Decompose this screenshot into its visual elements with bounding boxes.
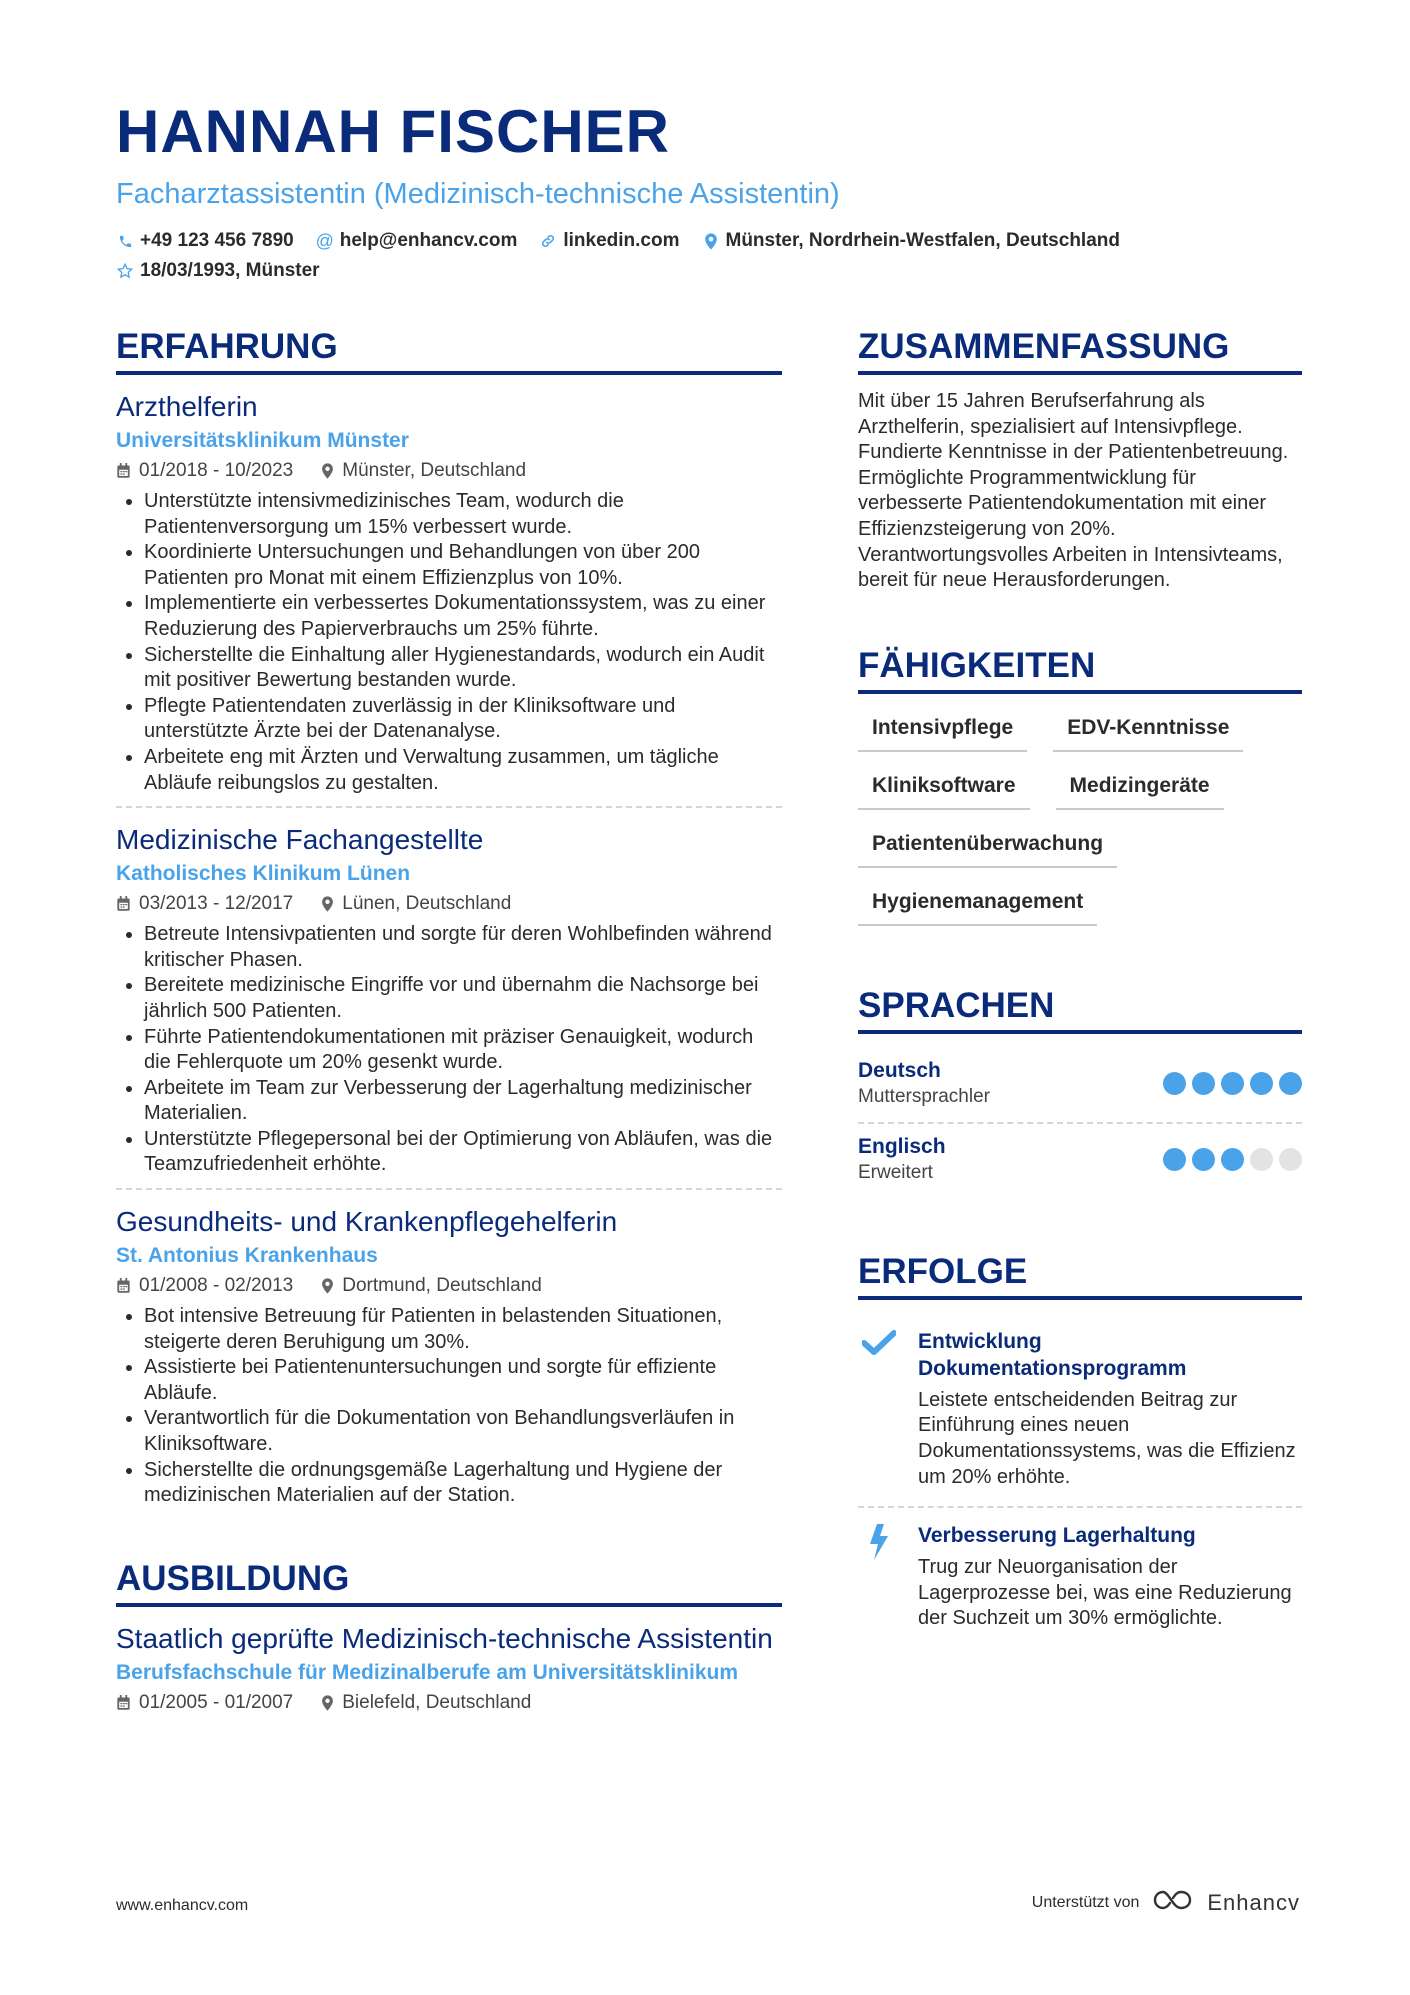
bullet: • Betreute Intensivpatienten und sorgte für deren Wohlbefinden während kritischer Phasen. (144, 922, 782, 973)
calendar-icon (116, 896, 131, 912)
bullet: • Koordinierte Untersuchungen und Behandlungen von über 200 Patienten pro Monat mit einem Effizienzplus von 10%. (144, 540, 782, 591)
achievement-item (858, 1506, 1302, 1648)
languages-heading: SPRACHEN (858, 984, 1302, 1034)
contact-linkedin[interactable] (539, 226, 679, 256)
education-item (116, 1621, 782, 1717)
language-rating (1163, 1148, 1302, 1171)
experience-item (116, 806, 782, 1188)
education-location-text: Bielefeld, Deutschland (342, 1691, 532, 1713)
achievement-desc: Trug zur Neuorganisation der Lagerprozesse bei, was eine Reduzierung der Suchzeit um 30% ermöglichte. (918, 1556, 1292, 1630)
achievements-heading: ERFOLGE (858, 1250, 1302, 1300)
education-dates (116, 1689, 293, 1717)
language-item (858, 1122, 1302, 1198)
education-dates-text: 01/2005 - 01/2007 (139, 1691, 294, 1713)
language-item (858, 1048, 1302, 1122)
job-location (321, 457, 526, 485)
rating-dot-empty (1250, 1148, 1273, 1171)
language-name: Deutsch (858, 1058, 941, 1082)
job-company: Katholisches Klinikum Lünen (116, 862, 411, 886)
candidate-name: HANNAH FISCHER (116, 98, 670, 165)
phone-icon (116, 232, 134, 250)
lightning-icon (858, 1522, 900, 1632)
candidate-title: Facharztassistentin (Medizinisch-technische Assistentin) (116, 178, 840, 210)
job-dates (116, 890, 293, 918)
education-heading: AUSBILDUNG (116, 1557, 782, 1607)
language-rating (1163, 1072, 1302, 1095)
footer-website[interactable]: www.enhancv.com (116, 1897, 249, 1914)
experience-item (116, 389, 782, 806)
bullet: • Implementierte ein verbessertes Dokumentationssystem, was zu einer Reduzierung des Papierverbrauchs um 25% führte. (144, 591, 782, 642)
achievements-list (858, 1314, 1302, 1648)
rating-dot-filled (1192, 1148, 1215, 1171)
achievement-desc: Leistete entscheidenden Beitrag zur Einführung eines neuen Dokumentationssystems, was die Effizienz um 20% erhöhte. (918, 1388, 1296, 1488)
enhancv-logo-icon (1151, 1888, 1195, 1917)
job-role: Medizinische Fachangestellte (116, 824, 484, 856)
email-text: help@enhancv.com (339, 230, 518, 251)
summary-heading: ZUSAMMENFASSUNG (858, 325, 1302, 375)
brand-name: Enhancv (1207, 1889, 1300, 1915)
star-icon (116, 262, 134, 280)
rating-dot-filled (1221, 1148, 1244, 1171)
job-location-text: Dortmund, Deutschland (342, 1275, 542, 1297)
education-location (321, 1689, 531, 1717)
footer-powered-by (1032, 1888, 1300, 1917)
skill-tag: Patientenüberwachung (858, 824, 1117, 868)
contact-phone[interactable] (116, 226, 294, 256)
job-role: Arzthelferin (116, 391, 258, 422)
bullet: • Sicherstellte die Einhaltung aller Hygienestandards, wodurch ein Audit mit positiver Bewertung bestanden wurde. (144, 643, 782, 694)
contact-location (702, 226, 1120, 256)
link-icon (539, 232, 557, 250)
job-company: Universitätsklinikum Münster (116, 429, 409, 452)
bullet: • Unterstützte Pflegepersonal bei der Optimierung von Abläufen, was die Teamzufriedenheit erhöhte. (144, 1127, 782, 1178)
job-role: Gesundheits- und Krankenpflegehelferin (116, 1206, 618, 1238)
phone-text: +49 123 456 7890 (140, 230, 294, 251)
job-dates-text: 03/2013 - 12/2017 (139, 893, 294, 915)
contact-email[interactable] (316, 226, 518, 256)
calendar-icon (116, 1695, 131, 1711)
rating-dot-filled (1279, 1072, 1302, 1095)
education-school: Berufsfachschule für Medizinalberufe am Universitätsklinikum (116, 1660, 739, 1684)
resume-header (116, 96, 1306, 286)
bullet: • Arbeitete im Team zur Verbesserung der Lagerhaltung medizinischer Materialien. (144, 1076, 782, 1127)
job-location-text: Lünen, Deutschland (342, 893, 512, 915)
education-degree: Staatlich geprüfte Medizinisch-technische Assistentin (116, 1622, 773, 1654)
location-pin-icon (321, 1278, 334, 1294)
rating-dot-filled (1192, 1072, 1215, 1095)
bullet: • Bereitete medizinische Eingriffe vor und übernahm die Nachsorge bei jährlich 500 Patienten. (144, 973, 782, 1024)
bullet: • Assistierte bei Patientenuntersuchungen und sorgte für effiziente Abläufe. (144, 1355, 782, 1406)
left-column (116, 325, 782, 1717)
job-bullets (116, 922, 782, 1178)
job-location (321, 890, 511, 918)
achievement-title: Entwicklung Dokumentationsprogramm (918, 1329, 1187, 1380)
calendar-icon (116, 1278, 131, 1294)
calendar-icon (116, 463, 131, 479)
location-pin-icon (702, 232, 720, 250)
bullet: • Arbeitete eng mit Ärzten und Verwaltung zusammen, um tägliche Abläufe reibungslos zu gestalten. (144, 745, 782, 796)
bullet: • Bot intensive Betreuung für Patienten in belastenden Situationen, steigerte deren Beruhigung um 30%. (144, 1304, 782, 1355)
rating-dot-empty (1279, 1148, 1302, 1171)
languages-list (858, 1048, 1302, 1198)
location-pin-icon (321, 896, 334, 912)
at-icon: @ (315, 231, 334, 251)
skill-tag: Kliniksoftware (858, 766, 1030, 810)
achievement-title: Verbesserung Lagerhaltung (918, 1524, 1196, 1548)
job-location (321, 1272, 542, 1300)
language-name: Englisch (858, 1134, 946, 1158)
bullet: • Unterstützte intensivmedizinisches Team, wodurch die Patientenversorgung um 15% verbessert wurde. (144, 489, 782, 540)
right-column (858, 325, 1302, 1648)
bullet: • Pflegte Patientendaten zuverlässig in der Kliniksoftware und unterstützte Ärzte bei der Datenanalyse. (144, 694, 782, 745)
skills-heading: FÄHIGKEITEN (858, 644, 1302, 694)
contact-info (116, 226, 1306, 286)
location-pin-icon (321, 1695, 334, 1711)
bullet: • Führte Patientendokumentationen mit präziser Genauigkeit, wodurch die Fehlerquote um 20% gesenkt wurde. (144, 1025, 782, 1076)
bullet: • Sicherstellte die ordnungsgemäße Lagerhaltung und Hygiene der medizinischen Materialien auf der Station. (144, 1458, 782, 1509)
rating-dot-filled (1163, 1072, 1186, 1095)
job-bullets (116, 1304, 782, 1509)
job-dates-text: 01/2018 - 10/2023 (139, 460, 294, 481)
rating-dot-filled (1250, 1072, 1273, 1095)
summary-text: Mit über 15 Jahren Berufserfahrung als Arzthelferin, spezialisiert auf Intensivpflege. Fundierte Kenntnisse in der Patientenbetreuung. Ermöglichte Programmentwicklung für verbesserte Patientendokumentation mit einer Effizienzsteigerung von 20%. Verantwortungsvolles Arbeiten in Intensivteams, bereit für neue Herausforderungen. (858, 390, 1289, 592)
linkedin-text: linkedin.com (563, 230, 680, 251)
skill-tag: Intensivpflege (858, 708, 1027, 752)
job-location-text: Münster, Deutschland (342, 460, 527, 481)
experience-heading: ERFAHRUNG (116, 325, 782, 375)
job-dates (116, 1272, 293, 1300)
job-dates (116, 457, 293, 485)
skills-list (858, 708, 1302, 926)
powered-by-text: Unterstützt von (1031, 1893, 1140, 1911)
job-company: St. Antonius Krankenhaus (116, 1244, 378, 1268)
birth-text: 18/03/1993, Münster (140, 260, 320, 281)
job-bullets (116, 489, 782, 796)
experience-item (116, 1188, 782, 1519)
skill-tag: Medizingeräte (1056, 766, 1224, 810)
achievement-item (858, 1314, 1302, 1506)
contact-birth (116, 256, 320, 286)
job-dates-text: 01/2008 - 02/2013 (139, 1275, 294, 1297)
rating-dot-filled (1221, 1072, 1244, 1095)
checkmark-icon (858, 1328, 900, 1490)
language-level: Erweitert (858, 1161, 933, 1183)
location-pin-icon (321, 463, 334, 479)
location-text: Münster, Nordrhein-Westfalen, Deutschland (725, 230, 1120, 251)
rating-dot-filled (1163, 1148, 1186, 1171)
skill-tag: EDV-Kenntnisse (1053, 708, 1243, 752)
bullet: • Verantwortlich für die Dokumentation von Behandlungsverläufen in Kliniksoftware. (144, 1406, 782, 1457)
language-level: Muttersprachler (858, 1085, 990, 1107)
skill-tag: Hygienemanagement (858, 882, 1097, 926)
